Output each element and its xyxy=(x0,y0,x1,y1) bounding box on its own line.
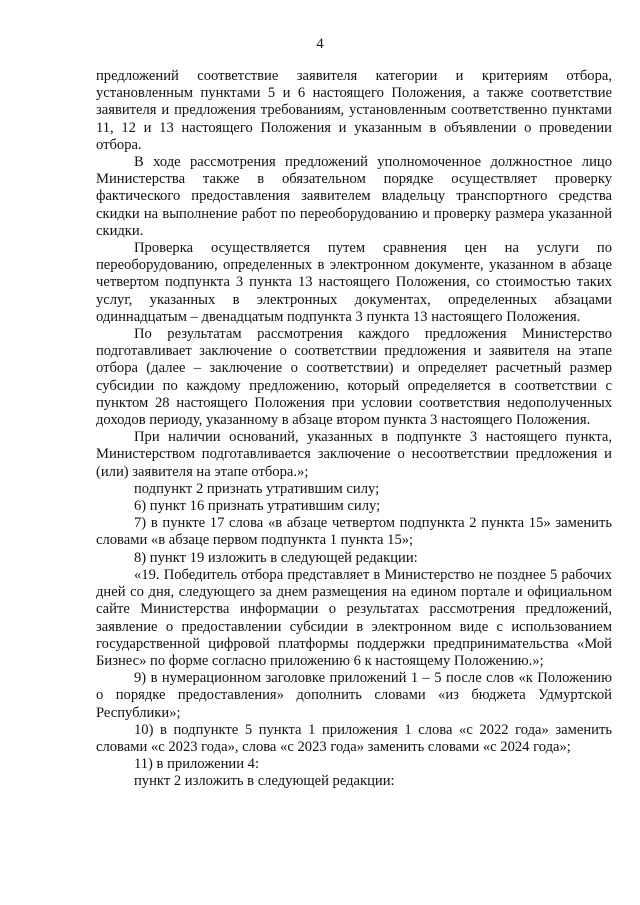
paragraph-criteria-check: предложений соответствие заявителя категории и критериям отбора, установленным пунктами 5 и 6 настоящего Положения, а также соответствие заявителя и предложения требованиям, установленным соответственно пунктами 11, 12 и 13 настоящего Положения и указанным в объявлении о проведении отбора. xyxy=(96,68,612,153)
paragraph-item-9: 9) в нумерационном заголовке приложений 1 – 5 после слов «к Положению о порядке предоставления» дополнить словами «из бюджета Удмуртской Республики»; xyxy=(96,670,612,721)
paragraph-item-7: 7) в пункте 17 слова «в абзаце четвертом подпункта 2 пункта 15» заменить словами «в абзаце первом подпункта 1 пункта 15»; xyxy=(96,515,612,549)
paragraph-item-6: 6) пункт 16 признать утратившим силу; xyxy=(134,498,381,515)
paragraph-item-8: 8) пункт 19 изложить в следующей редакции: xyxy=(134,549,418,566)
paragraph-discount-check: В ходе рассмотрения предложений уполномоченное должностное лицо Министерства также в обязательном порядке осуществляет проверку фактического предоставления заявителем владельцу транспортного средства скидки на выполнение работ по переоборудованию и проверку размера указанной скидки. xyxy=(96,154,612,239)
paragraph-subitem-2-repealed: подпункт 2 признать утратившим силу; xyxy=(134,480,380,497)
paragraph-nonconformity-conclusion: При наличии оснований, указанных в подпункте 3 настоящего пункта, Министерством подготавливается заключение о несоответствии предложения и (или) заявителя на этапе отбора.»; xyxy=(96,429,612,480)
paragraph-item-10: 10) в подпункте 5 пункта 1 приложения 1 слова «с 2022 года» заменить словами «с 2023 года», слова «с 2023 года» заменить словами «с 2024 года»; xyxy=(96,721,612,755)
paragraph-price-comparison: Проверка осуществляется путем сравнения цен на услуги по переоборудованию, определенных в электронном документе, указанном в абзаце четвертом подпункта 3 пункта 13 настоящего Положения, со стоимостью таких услуг, указанных в электронных документах, определенных абзацами одиннадцатым – двенадцатым подпункта 3 пункта 13 настоящего Положения. xyxy=(96,240,612,325)
document-body xyxy=(96,68,612,791)
paragraph-point-19: «19. Победитель отбора представляет в Министерство не позднее 5 рабочих дней со дня, следующего за днем размещения на едином портале и официальном сайте Министерства информации о результатах рассмотрения предложений, заявление о предоставлении субсидии в электронном виде с использованием государственной цифровой платформы поддержки предпринимательства «Мой Бизнес» по форме согласно приложению 6 к настоящему Положению.»; xyxy=(96,566,612,669)
paragraph-point-2-new-edition: пункт 2 изложить в следующей редакции: xyxy=(134,773,395,790)
paragraph-conformity-conclusion: По результатам рассмотрения каждого предложения Министерство подготавливает заключение о соответствии предложения и заявителя на этапе отбора (далее – заключение о соответствии) и определяет расчетный размер субсидии по каждому предложению, который определяется в соответствии с пунктом 28 настоящего Положения при условии соответствия недополученных доходов периоду, указанному в абзаце втором пункта 3 настоящего Положения. xyxy=(96,326,612,429)
paragraph-item-11: 11) в приложении 4: xyxy=(134,756,260,773)
page-number: 4 xyxy=(316,36,324,52)
